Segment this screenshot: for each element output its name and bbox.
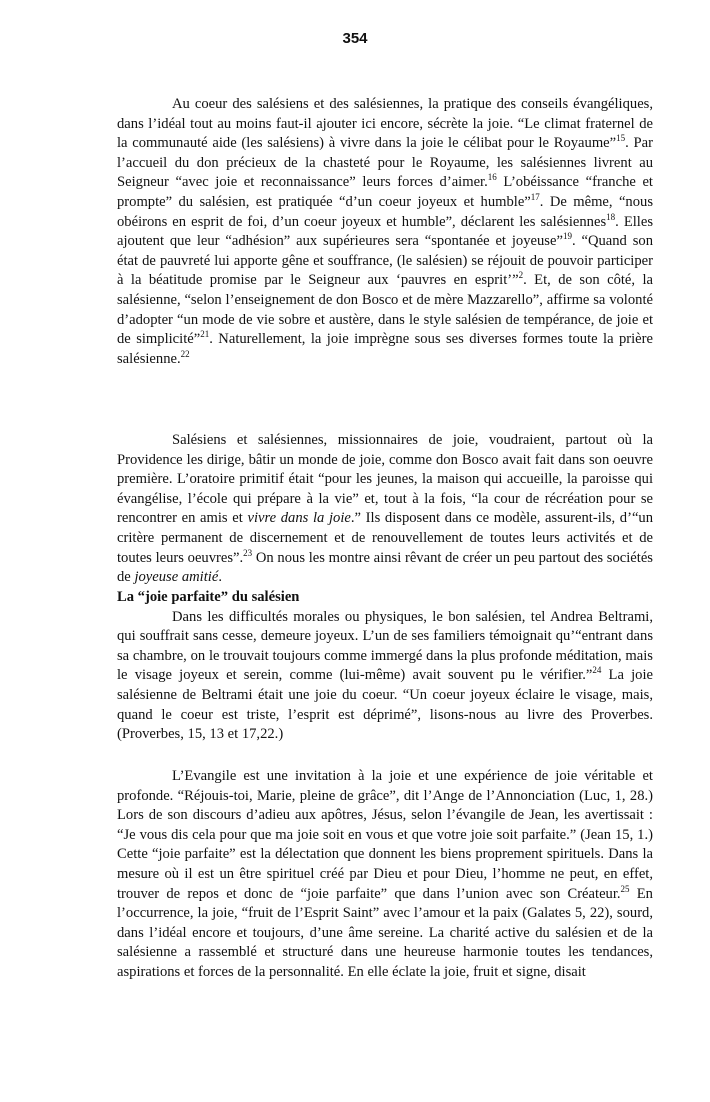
- paragraph-text: [117, 767, 653, 983]
- text-run: Salésiens et salésiennes, missionnaires de joie, voudraient, partout où la Providence les dirige, bâtir un monde de joie, comme don Bosco avait fait dans son oeuvre première. L’oratoire primitif était “pour les jeunes, la maison qui accueille, la paroisse qui évangélise, l’école qui prépare à la vie” et, tout à la fois, “la cour de récréation pour se rencontrer en amis et: [117, 432, 653, 527]
- text-run: . Par l’accueil du don précieux de la chasteté pour le Royaume, les salésiennes livrent au Seigneur “avec joie et reconnaissance” leurs forces d’aimer.: [117, 135, 653, 191]
- text-run: . Et, de son côté, la salésienne, “selon l’enseignement de don Bosco et de mère Mazzarello”, affirme sa volonté d’adopter “un mode de vie sobre et austère, dans le style salésien de tempérance, de joie et de simplicité”: [117, 272, 654, 348]
- footnote-ref: 23: [243, 547, 253, 558]
- text-run: La joie salésienne de Beltrami était une joie du coeur. “Un coeur joyeux éclaire le visage, mais, quand le coeur est triste, l’esprit est déprimé”, lisons-nous au livre des Proverbes. (Proverbes, 15, 13 et 17,22.): [117, 667, 654, 743]
- paragraph-text: [117, 608, 653, 745]
- text-run: .” Ils disposent dans ce modèle, assurent-ils, d’“un critère permanent de discernement et de renouvellement de toutes leurs activités et de toutes leurs oeuvres”.: [117, 510, 654, 566]
- page-number: 354: [342, 30, 368, 47]
- footnote-ref: 21: [200, 329, 210, 340]
- footnote-ref: 15: [616, 133, 626, 144]
- text-run: .: [218, 569, 222, 586]
- text-run: . Naturellement, la joie imprègne sous ses diverses formes toute la prière salésienne.: [117, 331, 653, 367]
- footnote-ref: 22: [180, 348, 190, 359]
- text-run: . De même, “nous obéirons en esprit de foi, d’un coeur joyeux et humble”, déclarent les salésiennes: [117, 193, 653, 230]
- footnote-ref: 25: [620, 883, 630, 894]
- emphasis: joyeuse amitié: [134, 569, 219, 586]
- section-perfect-joy: [117, 588, 653, 745]
- paragraph-missionaries-of-joy: [117, 431, 653, 588]
- text-run: L’Evangile est une invitation à la joie et une expérience de joie véritable et profonde. “Réjouis-toi, Marie, pleine de grâce”, dit l’Ange de l’Annonciation (Luc, 1, 28.) Lors de son discours d’adieu aux apôtres, Jésus, selon l’évangile de Jean, les avertissait : “Je vous dis cela pour que ma joie soit en vous et que votre joie soit parfaite.” (Jean 15, 1.) Cette “joie parfaite” est la délectation que donnent les biens proprement spirituels. Dans la mesure où il est un être spirituel créé par Dieu et pour Dieu, l’homme ne peut, en effet, trouver de repos et donc de “joie parfaite” que dans l’union avec son Créateur.: [117, 768, 653, 902]
- footnote-ref: 2: [518, 270, 524, 281]
- paragraph-gospel-joy: [117, 767, 653, 983]
- footnote-ref: 18: [606, 211, 616, 222]
- text-run: L’obéissance “franche et prompte” du salésien, est pratiquée “d’un coeur joyeux et humble”: [117, 174, 653, 210]
- text-run: Au coeur des salésiens et des salésiennes, la pratique des conseils évangéliques, dans l’idéal tout au moins faut-il ajouter ici encore, sécrète la joie. “Le climat fraternel de la communauté aide (les salésiens) à vivre dans la joie le célibat pour le Royaume”: [117, 96, 653, 152]
- section-heading: La “joie parfaite” du salésien: [117, 589, 300, 605]
- text-run: . “Quand son état de pauvreté lui apporte gêne et souffrance, (le salésien) se réjouit de pouvoir participer à la béatitude promise par le Seigneur aux ‘pauvres en esprit’”: [117, 233, 653, 289]
- text-run: On nous les montre ainsi rêvant de créer un peu partout des sociétés de: [117, 549, 653, 586]
- text-run: Dans les difficultés morales ou physiques, le bon salésien, tel Andrea Beltrami, qui souffrait sans cesse, demeure joyeux. L’un de ses familiers témoignait qu’“entrant dans sa chambre, on le trouvait toujours comme immergé dans la plus profonde méditation, mais le visage joyeux et serein, comme (lui-même) avait souvent pu le vérifier.”: [117, 608, 653, 684]
- paragraph-text: [117, 95, 653, 369]
- footnote-ref: 24: [592, 665, 602, 676]
- footnote-ref: 17: [530, 192, 540, 203]
- paragraph-text: [117, 431, 653, 588]
- text-run: . Elles ajoutent que leur “adhésion” aux supérieures sera “spontanée et joyeuse”: [117, 213, 654, 250]
- footnote-ref: 16: [487, 172, 497, 183]
- emphasis: vivre dans la joie: [247, 510, 351, 527]
- footnote-ref: 19: [562, 231, 572, 242]
- text-run: En l’occurrence, la joie, “fruit de l’Esprit Saint” avec l’amour et la paix (Galates 5, 22), sourd, dans l’idéal encore et toujours, d’une âme sereine. La charité active du salésien et de la salésienne a rassemblé et structuré dans une heureuse harmonie toutes les tendances, aspirations et forces de la personnalité. En elle éclate la joie, fruit et signe, disait: [117, 885, 653, 980]
- paragraph-religious-vows: [117, 95, 653, 369]
